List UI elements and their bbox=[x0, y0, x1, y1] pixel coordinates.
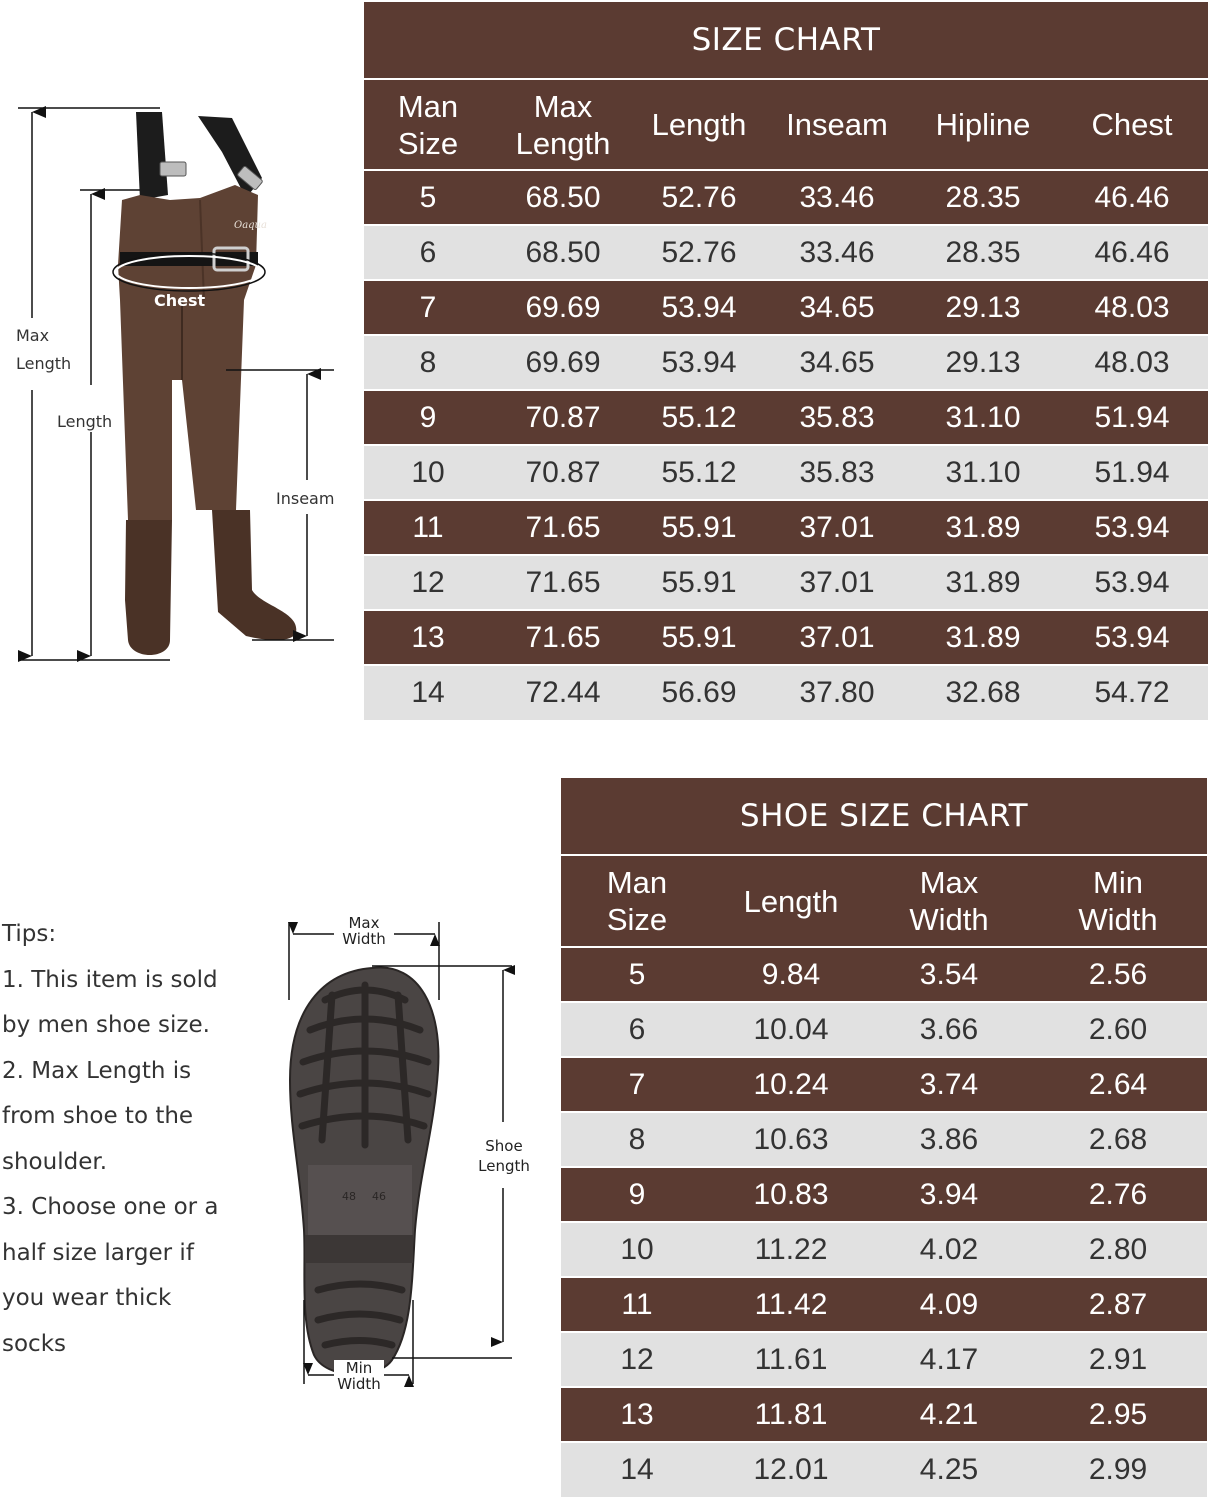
table-cell: 71.65 bbox=[492, 555, 634, 610]
table-cell: 5 bbox=[364, 170, 492, 225]
shoe-chart-title: SHOE SIZE CHART bbox=[561, 778, 1207, 855]
table-cell: 37.01 bbox=[764, 500, 910, 555]
table-cell: 9 bbox=[561, 1167, 713, 1222]
table-cell: 37.01 bbox=[764, 610, 910, 665]
table-cell: 53.94 bbox=[1056, 610, 1208, 665]
table-row bbox=[364, 445, 1208, 500]
table-cell: 52.76 bbox=[634, 225, 764, 280]
table-row bbox=[364, 390, 1208, 445]
table-cell: 2.95 bbox=[1029, 1387, 1207, 1442]
size-chart-table bbox=[364, 2, 1208, 720]
table-cell: 34.65 bbox=[764, 280, 910, 335]
table-cell: 3.66 bbox=[869, 1002, 1029, 1057]
table-row bbox=[561, 1222, 1207, 1277]
table-cell: 31.89 bbox=[910, 610, 1056, 665]
table-cell: 2.60 bbox=[1029, 1002, 1207, 1057]
table-cell: 55.12 bbox=[634, 390, 764, 445]
table-cell: 11.22 bbox=[713, 1222, 869, 1277]
table-row bbox=[364, 225, 1208, 280]
table-cell: 4.25 bbox=[869, 1442, 1029, 1497]
column-header-man-size: Man Size bbox=[561, 855, 713, 947]
table-row bbox=[561, 1387, 1207, 1442]
shoe-size-chart-table bbox=[561, 778, 1207, 1497]
column-header-max-length: Max Length bbox=[492, 79, 634, 170]
table-row bbox=[561, 1002, 1207, 1057]
table-cell: 12.01 bbox=[713, 1442, 869, 1497]
table-cell: 53.94 bbox=[634, 335, 764, 390]
table-cell: 71.65 bbox=[492, 610, 634, 665]
table-cell: 8 bbox=[561, 1112, 713, 1167]
table-cell: 11.81 bbox=[713, 1387, 869, 1442]
table-cell: 11 bbox=[364, 500, 492, 555]
table-row bbox=[364, 335, 1208, 390]
table-row bbox=[561, 1442, 1207, 1497]
table-cell: 34.65 bbox=[764, 335, 910, 390]
table-cell: 2.56 bbox=[1029, 947, 1207, 1002]
table-row bbox=[364, 170, 1208, 225]
table-cell: 6 bbox=[561, 1002, 713, 1057]
column-header-hipline: Hipline bbox=[910, 79, 1056, 170]
table-cell: 70.87 bbox=[492, 445, 634, 500]
table-cell: 55.91 bbox=[634, 555, 764, 610]
table-cell: 10.63 bbox=[713, 1112, 869, 1167]
tip-line: by men shoe size. bbox=[2, 1012, 210, 1038]
table-cell: 68.50 bbox=[492, 170, 634, 225]
table-cell: 14 bbox=[561, 1442, 713, 1497]
table-cell: 28.35 bbox=[910, 170, 1056, 225]
tip-line: socks bbox=[2, 1330, 67, 1357]
table-cell: 35.83 bbox=[764, 390, 910, 445]
table-cell: 5 bbox=[561, 947, 713, 1002]
table-cell: 11.61 bbox=[713, 1332, 869, 1387]
table-cell: 10.24 bbox=[713, 1057, 869, 1112]
column-header-min-width: Min Width bbox=[1029, 855, 1207, 947]
inseam-label: Inseam bbox=[276, 489, 335, 508]
table-row bbox=[561, 1277, 1207, 1332]
table-cell: 4.17 bbox=[869, 1332, 1029, 1387]
table-row bbox=[364, 280, 1208, 335]
table-cell: 56.69 bbox=[634, 665, 764, 720]
table-cell: 9.84 bbox=[713, 947, 869, 1002]
table-row bbox=[561, 1112, 1207, 1167]
table-cell: 33.46 bbox=[764, 170, 910, 225]
table-row bbox=[364, 610, 1208, 665]
wader-body-icon bbox=[118, 185, 258, 520]
right-boot-icon bbox=[212, 510, 296, 640]
table-cell: 53.94 bbox=[1056, 555, 1208, 610]
table-cell: 14 bbox=[364, 665, 492, 720]
table-cell: 4.09 bbox=[869, 1277, 1029, 1332]
tip-line: 3. Choose one or a bbox=[2, 1194, 219, 1220]
table-cell: 51.94 bbox=[1056, 390, 1208, 445]
table-cell: 2.99 bbox=[1029, 1442, 1207, 1497]
table-cell: 2.68 bbox=[1029, 1112, 1207, 1167]
table-cell: 68.50 bbox=[492, 225, 634, 280]
table-cell: 46.46 bbox=[1056, 225, 1208, 280]
tip-line: half size larger if bbox=[2, 1239, 194, 1266]
left-boot-icon bbox=[125, 520, 172, 655]
table-cell: 3.94 bbox=[869, 1167, 1029, 1222]
table-cell: 31.10 bbox=[910, 445, 1056, 500]
table-cell: 54.72 bbox=[1056, 665, 1208, 720]
table-cell: 10 bbox=[364, 445, 492, 500]
table-cell: 13 bbox=[561, 1387, 713, 1442]
table-cell: 53.94 bbox=[1056, 500, 1208, 555]
table-cell: 32.68 bbox=[910, 665, 1056, 720]
table-cell: 3.54 bbox=[869, 947, 1029, 1002]
table-cell: 2.80 bbox=[1029, 1222, 1207, 1277]
table-cell: 10 bbox=[561, 1222, 713, 1277]
min-width-label: Min Width bbox=[334, 1360, 384, 1392]
table-cell: 3.74 bbox=[869, 1057, 1029, 1112]
size-chart-title: SIZE CHART bbox=[364, 2, 1208, 79]
column-header-length: Length bbox=[713, 855, 869, 947]
brand-logo: Oaqua bbox=[234, 220, 267, 231]
column-header-chest: Chest bbox=[1056, 79, 1208, 170]
table-cell: 37.80 bbox=[764, 665, 910, 720]
size-chart-body bbox=[364, 170, 1208, 720]
table-row bbox=[561, 947, 1207, 1002]
table-cell: 35.83 bbox=[764, 445, 910, 500]
table-row bbox=[364, 500, 1208, 555]
table-row bbox=[561, 1057, 1207, 1112]
table-cell: 11.42 bbox=[713, 1277, 869, 1332]
table-cell: 48.03 bbox=[1056, 335, 1208, 390]
table-cell: 12 bbox=[561, 1332, 713, 1387]
tips-text bbox=[2, 912, 272, 1367]
table-cell: 29.13 bbox=[910, 280, 1056, 335]
sole-arch bbox=[308, 1165, 412, 1235]
table-cell: 11 bbox=[561, 1277, 713, 1332]
table-cell: 72.44 bbox=[492, 665, 634, 720]
table-cell: 31.89 bbox=[910, 555, 1056, 610]
max-width-label: Max Width bbox=[338, 915, 390, 947]
table-cell: 2.64 bbox=[1029, 1057, 1207, 1112]
table-cell: 10.04 bbox=[713, 1002, 869, 1057]
table-cell: 7 bbox=[364, 280, 492, 335]
table-cell: 2.87 bbox=[1029, 1277, 1207, 1332]
wader-diagram bbox=[0, 100, 355, 670]
table-cell: 55.91 bbox=[634, 610, 764, 665]
sole-size-mark: 46 bbox=[372, 1190, 386, 1203]
table-cell: 71.65 bbox=[492, 500, 634, 555]
tip-line: 1. This item is sold bbox=[2, 966, 218, 993]
length-label: Length bbox=[57, 412, 113, 431]
table-cell: 2.91 bbox=[1029, 1332, 1207, 1387]
table-cell: 37.01 bbox=[764, 555, 910, 610]
table-cell: 53.94 bbox=[634, 280, 764, 335]
table-cell: 69.69 bbox=[492, 280, 634, 335]
table-cell: 13 bbox=[364, 610, 492, 665]
table-cell: 10.83 bbox=[713, 1167, 869, 1222]
table-cell: 7 bbox=[561, 1057, 713, 1112]
max-length-label: Max Length bbox=[16, 326, 72, 373]
table-cell: 9 bbox=[364, 390, 492, 445]
table-cell: 8 bbox=[364, 335, 492, 390]
column-header-length: Length bbox=[634, 79, 764, 170]
dimension-lines bbox=[18, 108, 334, 660]
table-cell: 55.91 bbox=[634, 500, 764, 555]
tip-line: from shoe to the bbox=[2, 1103, 194, 1129]
shoe-chart-body bbox=[561, 947, 1207, 1497]
table-cell: 31.89 bbox=[910, 500, 1056, 555]
table-cell: 48.03 bbox=[1056, 280, 1208, 335]
table-cell: 55.12 bbox=[634, 445, 764, 500]
column-header-inseam: Inseam bbox=[764, 79, 910, 170]
table-cell: 12 bbox=[364, 555, 492, 610]
column-header-max-width: Max Width bbox=[869, 855, 1029, 947]
tip-line: shoulder. bbox=[2, 1148, 108, 1175]
sole-size-mark: 48 bbox=[342, 1190, 356, 1203]
column-header-man-size: Man Size bbox=[364, 79, 492, 170]
table-cell: 29.13 bbox=[910, 335, 1056, 390]
table-cell: 4.21 bbox=[869, 1387, 1029, 1442]
table-cell: 31.10 bbox=[910, 390, 1056, 445]
table-cell: 3.86 bbox=[869, 1112, 1029, 1167]
table-cell: 46.46 bbox=[1056, 170, 1208, 225]
table-cell: 70.87 bbox=[492, 390, 634, 445]
table-cell: 51.94 bbox=[1056, 445, 1208, 500]
table-cell: 69.69 bbox=[492, 335, 634, 390]
table-row bbox=[561, 1332, 1207, 1387]
table-row bbox=[561, 1167, 1207, 1222]
tip-line: 2. Max Length is bbox=[2, 1057, 192, 1084]
chest-label: Chest bbox=[154, 291, 206, 310]
table-cell: 33.46 bbox=[764, 225, 910, 280]
table-row bbox=[364, 665, 1208, 720]
shoe-length-label: Shoe Length bbox=[474, 1136, 534, 1176]
table-cell: 2.76 bbox=[1029, 1167, 1207, 1222]
table-row bbox=[364, 555, 1208, 610]
table-cell: 6 bbox=[364, 225, 492, 280]
table-cell: 4.02 bbox=[869, 1222, 1029, 1277]
heel-band bbox=[305, 1235, 413, 1263]
suspender-straps-icon bbox=[136, 112, 263, 200]
table-cell: 52.76 bbox=[634, 170, 764, 225]
tip-line: you wear thick bbox=[2, 1285, 172, 1311]
tips-heading: Tips: bbox=[2, 921, 57, 947]
table-cell: 28.35 bbox=[910, 225, 1056, 280]
